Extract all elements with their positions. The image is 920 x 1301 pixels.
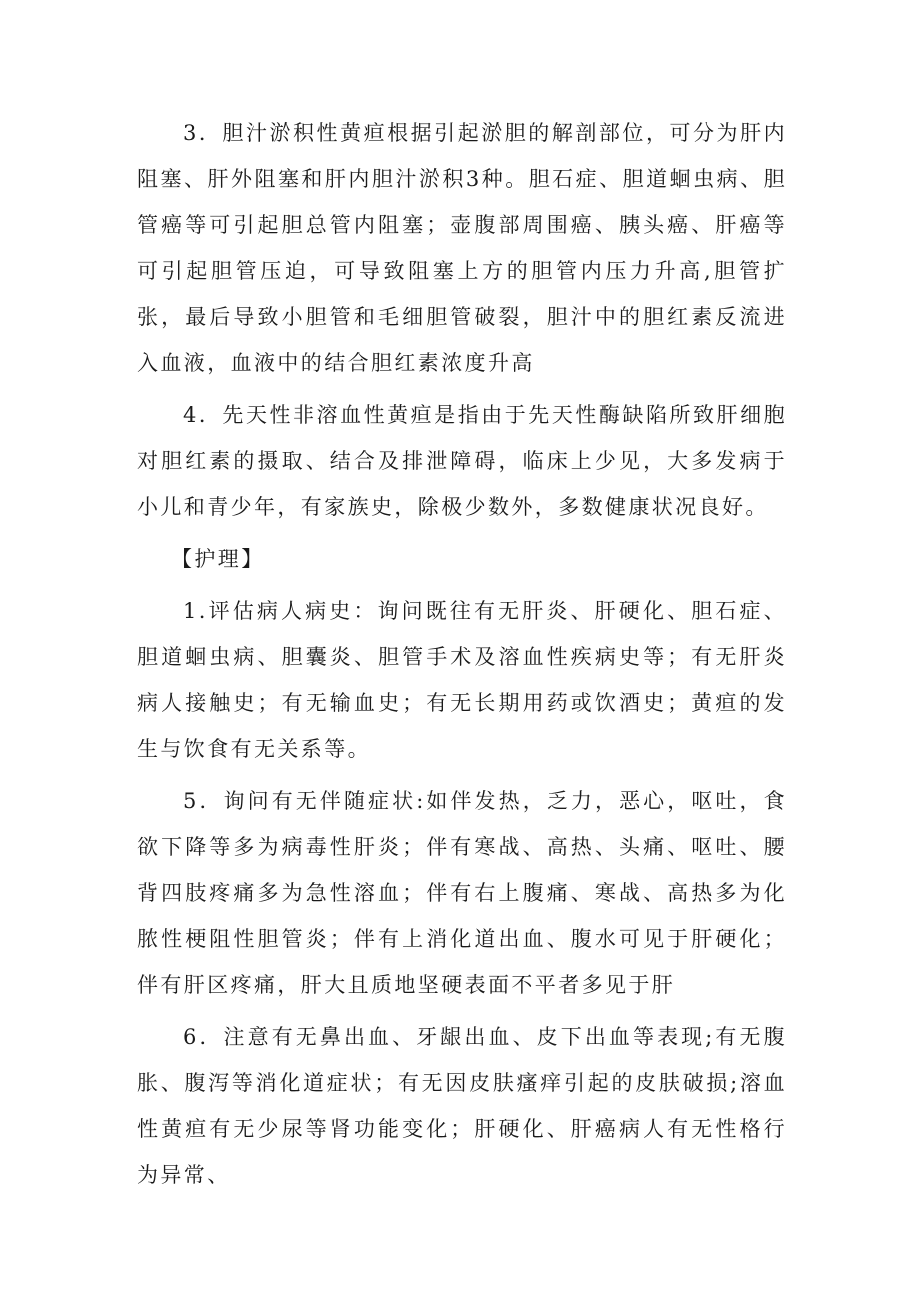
care-item-symptoms: 5．询问有无伴随症状:如伴发热，乏力，恶心，呕吐，食欲下降等多为病毒性肝炎；伴有寒战、高热、头痛、呕吐、腰背四肢疼痛多为急性溶血；伴有右上腹痛、寒战、高热多为化脓性梗阻性胆管炎；伴有上消化道出血、腹水可见于肝硬化；伴有肝区疼痛，肝大且质地坚硬表面不平者多见于肝: [137, 789, 787, 997]
paragraph-cholestatic-jaundice: 3．胆汁淤积性黄疸根据引起淤胆的解剖部位，可分为肝内阻塞、肝外阻塞和肝内胆汁淤积3种。胆石症、胆道蛔虫病、胆管癌等可引起胆总管内阻塞；壶腹部周围癌、胰头癌、肝癌等可引起胆管压迫，可导致阻塞上方的胆管内压力升高,胆管扩张，最后导致小胆管和毛细胆管破裂，胆汁中的胆红素反流进入血液，血液中的结合胆红素浓度升高: [137, 121, 787, 375]
section-heading-nursing: 【护理】: [171, 547, 265, 571]
care-item-history: 1.评估病人病史：询问既往有无肝炎、肝硬化、胆石症、胆道蛔虫病、胆囊炎、胆管手术及溶血性疾病史等；有无肝炎病人接触史；有无输血史；有无长期用药或饮酒史；黄疸的发生与饮食有无关系等。: [137, 599, 787, 761]
document-body: [137, 110, 787, 1204]
care-item-bleeding: 6．注意有无鼻出血、牙龈出血、皮下出血等表现;有无腹胀、腹泻等消化道症状；有无因皮肤瘙痒引起的皮肤破损;溶血性黄疸有无少尿等肾功能变化；肝硬化、肝癌病人有无性格行为异常、: [137, 1025, 787, 1187]
paragraph-congenital-jaundice: 4．先天性非溶血性黄疸是指由于先天性酶缺陷所致肝细胞对胆红素的摄取、结合及排泄障碍，临床上少见，大多发病于小儿和青少年，有家族史，除极少数外，多数健康状况良好。: [137, 403, 787, 519]
